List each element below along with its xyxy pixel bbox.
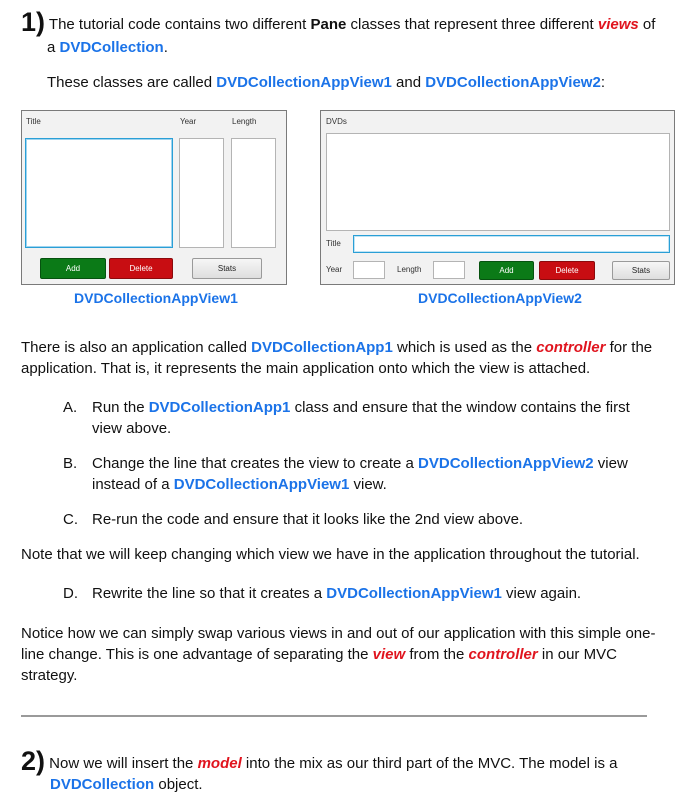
step-b-line1 <box>92 453 662 474</box>
q1-number: 1) <box>21 7 46 37</box>
q2-text: object. <box>154 776 203 793</box>
view2-year-field[interactable] <box>353 261 385 279</box>
step-text: Run the <box>92 399 149 416</box>
app1-ref: DVDCollectionApp1 <box>251 339 393 356</box>
step-b-line2 <box>92 474 387 495</box>
q1-text: . <box>163 39 168 56</box>
view1-window <box>21 110 287 285</box>
controller-para-line1 <box>21 337 671 358</box>
note-line: Note that we will keep changing which view we have in the application throughout the tutorial. <box>21 546 640 563</box>
q1-text: and <box>391 74 426 91</box>
q1-text: The tutorial code contains two different <box>48 16 311 33</box>
step-b-letter: B. <box>63 455 78 472</box>
step-text: view <box>593 455 628 472</box>
swap-para-line3: strategy. <box>21 667 78 684</box>
q1-classes-line <box>47 72 605 93</box>
view1-length-label: Length <box>232 117 257 126</box>
q2-text: Now we will insert the <box>45 755 198 772</box>
dvdcollection-ref: DVDCollection <box>50 776 155 793</box>
model-keyword: model <box>197 755 242 772</box>
view1-add-button[interactable]: Add <box>40 258 106 279</box>
q1-intro-line2 <box>47 37 168 58</box>
view2-add-button[interactable]: Add <box>479 261 534 280</box>
step-d-line1 <box>92 583 581 604</box>
view2-length-field[interactable] <box>433 261 465 279</box>
view2-stats-button[interactable]: Stats <box>612 261 670 280</box>
step-c-letter: C. <box>63 511 78 528</box>
step-text: instead of a <box>92 476 174 493</box>
para-text: in our MVC <box>537 646 617 663</box>
para-text: for the <box>605 339 653 356</box>
view1-caption: DVDCollectionAppView1 <box>74 290 238 306</box>
step-c-line1: Re-run the code and ensure that it looks like the 2nd view above. <box>92 511 524 528</box>
view2-ref: DVDCollectionAppView2 <box>418 455 594 472</box>
view1-length-list[interactable] <box>231 138 276 248</box>
pane-keyword: Pane <box>310 16 347 33</box>
step-text: class and ensure that the window contains the first <box>290 399 630 416</box>
q2-line1 <box>21 746 681 776</box>
controller-para-line2: application. That is, it represents the main application onto which the view is attached. <box>21 360 591 377</box>
view2-delete-button[interactable]: Delete <box>539 261 595 280</box>
step-a-line2: view above. <box>92 420 172 437</box>
step-text: view. <box>349 476 387 493</box>
section-divider <box>21 715 647 717</box>
step-a-letter: A. <box>63 399 78 416</box>
view2-ref: DVDCollectionAppView2 <box>425 74 601 91</box>
q1-text: These classes are called <box>47 74 217 91</box>
q2-line2 <box>50 774 203 795</box>
view1-ref: DVDCollectionAppView1 <box>216 74 392 91</box>
view2-dvds-label: DVDs <box>326 117 347 126</box>
dvdcollection-ref: DVDCollection <box>59 39 164 56</box>
controller-keyword: controller <box>468 646 538 663</box>
controller-keyword: controller <box>536 339 606 356</box>
view2-title-field[interactable] <box>353 235 670 253</box>
view1-ref: DVDCollectionAppView1 <box>173 476 350 493</box>
q1-text: of <box>638 16 656 33</box>
view1-title-list[interactable] <box>25 138 173 248</box>
para-text: which is used as the <box>392 339 537 356</box>
view1-year-label: Year <box>180 117 197 126</box>
q1-intro-line1 <box>21 7 671 37</box>
para-text: There is also an application called <box>21 339 252 356</box>
view1-delete-button[interactable]: Delete <box>109 258 173 279</box>
view1-title-label: Title <box>26 117 41 126</box>
q1-text: a <box>47 39 60 56</box>
view2-caption: DVDCollectionAppView2 <box>418 290 582 306</box>
swap-para-line2 <box>21 644 681 665</box>
view2-dvds-list[interactable] <box>326 133 670 231</box>
para-text: line change. This is one advantage of separating the <box>21 646 373 663</box>
view1-ref: DVDCollectionAppView1 <box>326 585 502 602</box>
q1-text: : <box>600 74 605 91</box>
view1-year-list[interactable] <box>179 138 224 248</box>
swap-para-line1: Notice how we can simply swap various views in and out of our application with this simple one- <box>21 625 656 642</box>
step-a-line1 <box>92 397 652 418</box>
view2-year-label: Year <box>326 265 343 274</box>
views-keyword: views <box>597 16 639 33</box>
q1-text: classes that represent three different <box>346 16 598 33</box>
q2-text: into the mix as our third part of the MVC. The model is a <box>241 755 618 772</box>
app1-ref: DVDCollectionApp1 <box>148 399 291 416</box>
step-text: Change the line that creates the view to create a <box>92 455 419 472</box>
step-text: view again. <box>501 585 582 602</box>
step-d-letter: D. <box>63 585 78 602</box>
view2-window <box>320 110 675 285</box>
view2-title-label: Title <box>326 239 341 248</box>
view1-stats-button[interactable]: Stats <box>192 258 262 279</box>
q2-number: 2) <box>21 746 46 776</box>
view-keyword: view <box>372 646 406 663</box>
para-text: from the <box>405 646 469 663</box>
step-text: Rewrite the line so that it creates a <box>92 585 327 602</box>
view2-length-label: Length <box>397 265 422 274</box>
